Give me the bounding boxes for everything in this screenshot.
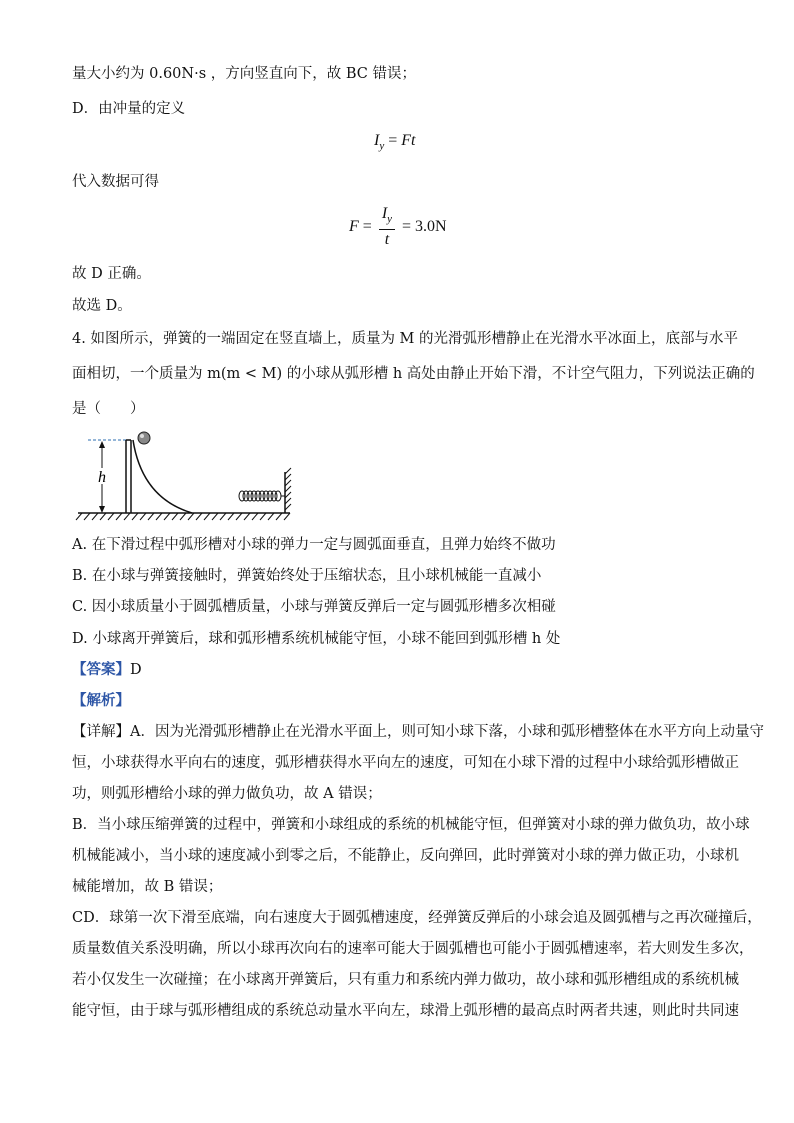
detail-label: 【详解】 xyxy=(72,724,130,740)
text-line: D．由冲量的定义 xyxy=(72,101,186,117)
option-c: C. 因小球质量小于圆弧槽质量，小球与弹簧反弹后一定与圆弧形槽多次相碰 xyxy=(72,599,556,615)
formula-impulse: $I_y = Ft$ xyxy=(374,132,416,153)
detail-line: CD．球第一次下滑至底端，向右速度大于圆弧槽速度，经弹簧反弹后的小球会追及圆弧槽与之再次碰撞后， xyxy=(72,910,762,926)
detail-line: 【详解】A．因为光滑弧形槽静止在光滑水平面上，则可知小球下落，小球和弧形槽整体在水平方向上动量守 xyxy=(72,724,764,740)
text-line: 故 D 正确。 xyxy=(72,266,151,282)
option-d: D. 小球离开弹簧后，球和弧形槽系统机械能守恒，小球不能回到弧形槽 h 处 xyxy=(72,631,561,647)
detail-line: 若小仅发生一次碰撞；在小球离开弹簧后，只有重力和系统内弹力做功，故小球和弧形槽组成的系统机械 xyxy=(72,972,739,988)
answer-value: D xyxy=(130,662,142,678)
detail-line: 质量数值关系没明确，所以小球再次向右的速率可能大于圆弧槽也可能小于圆弧槽速率，若大则发生多次， xyxy=(72,941,754,957)
wall-hatch xyxy=(285,468,291,510)
question-line: 4. 如图所示，弹簧的一端固定在竖直墙上，质量为 M 的光滑弧形槽静止在光滑水平冰面上，底部与水平 xyxy=(72,331,739,347)
height-label: h xyxy=(98,469,106,486)
detail-line: 机械能减小，当小球的速度减小到零之后，不能静止，反向弹回，此时弹簧对小球的弹力做正功，小球机 xyxy=(72,848,739,864)
option-a: A. 在下滑过程中弧形槽对小球的弹力一定与圆弧面垂直，且弹力始终不做功 xyxy=(72,537,556,553)
detail-line: 械能增加，故 B 错误； xyxy=(72,879,223,895)
detail-line: 恒，小球获得水平向右的速度，弧形槽获得水平向左的速度，可知在小球下滑的过程中小球给弧形槽做正 xyxy=(72,755,739,771)
analysis-label: 【解析】 xyxy=(72,692,130,709)
question-line: 是（ ） xyxy=(72,401,145,417)
ground-hatch xyxy=(76,513,290,520)
detail-line: 功，则弧形槽给小球的弹力做负功，故 A 错误； xyxy=(72,786,382,802)
answer-row xyxy=(72,660,142,680)
detail-line: B．当小球压缩弹簧的过程中，弹簧和小球组成的系统的机械能守恒，但弹簧对小球的弹力做负功，故小球 xyxy=(72,817,750,833)
answer-label: 【答案】 xyxy=(72,661,130,678)
arc-slot xyxy=(133,440,192,513)
physics-figure xyxy=(74,428,304,524)
text-line: 代入数据可得 xyxy=(72,174,159,190)
ball xyxy=(138,432,150,444)
option-b: B. 在小球与弹簧接触时，弹簧始终处于压缩状态，且小球机械能一直减小 xyxy=(72,568,542,584)
question-line: 面相切，一个质量为 m(m < M) 的小球从弧形槽 h 高处由静止开始下滑，不计空气阻力，下列说法正确的 xyxy=(72,366,755,382)
text-line: 量大小约为 0.60N·s ，方向竖直向下，故 BC 错误； xyxy=(72,66,416,82)
detail-line: 能守恒，由于球与弧形槽组成的系统总动量水平向左，球滑上弧形槽的最高点时两者共速，则此时共同速 xyxy=(72,1003,739,1019)
spring xyxy=(239,491,285,501)
formula-force: F = $\frac{I_y}{t}$ = 3.0N xyxy=(349,205,447,249)
text-line: 故选 D。 xyxy=(72,298,132,314)
